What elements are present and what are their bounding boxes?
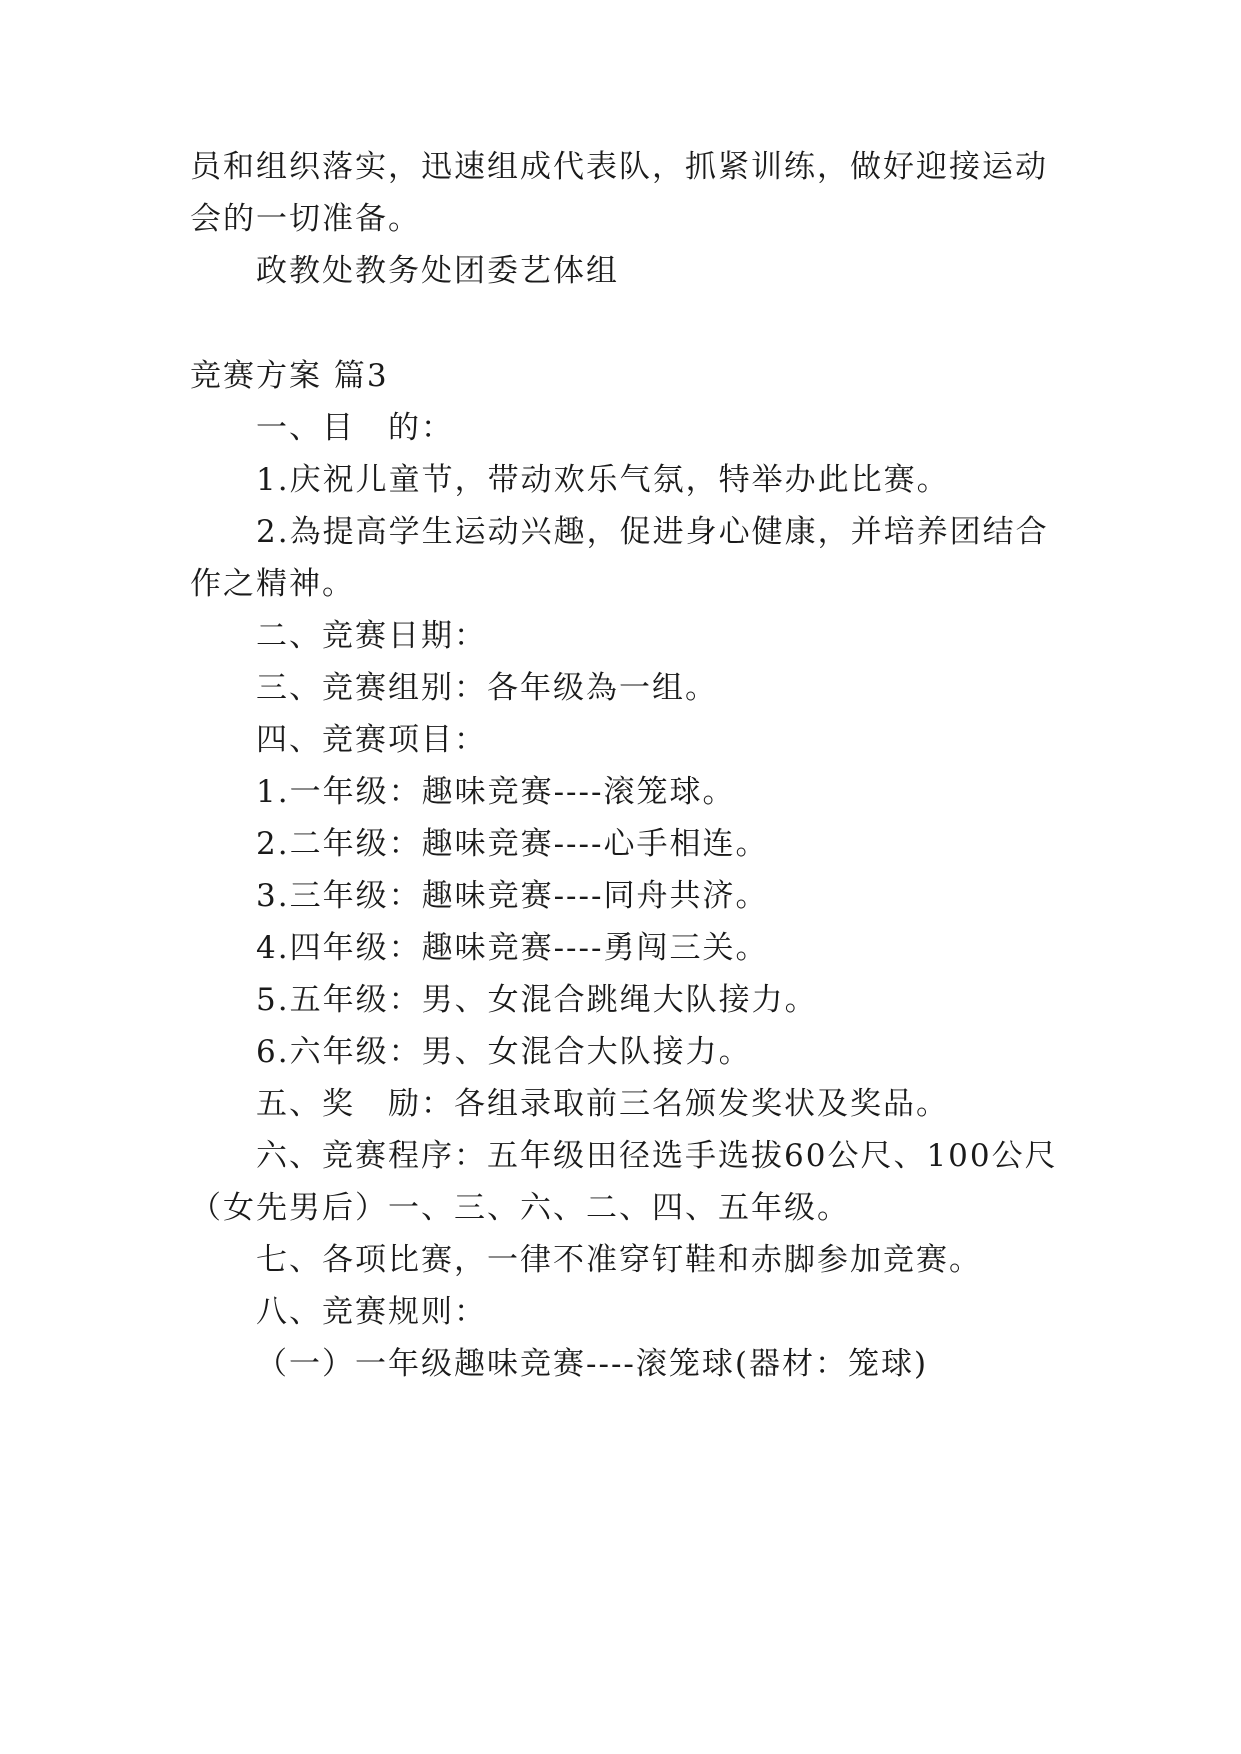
- list-item: 四、竞赛项目：: [256, 722, 487, 758]
- list-item: 八、竞赛规则：: [256, 1294, 487, 1330]
- list-item: （一）一年级趣味竞赛----滚笼球(器材：笼球): [256, 1346, 929, 1382]
- paragraph-line: （女先男后）一、三、六、二、四、五年级。: [190, 1190, 850, 1226]
- list-item: 二、竞赛日期：: [256, 618, 487, 654]
- list-item: 七、各项比赛，一律不准穿钉鞋和赤脚参加竞赛。: [256, 1242, 982, 1278]
- list-item: 三、竞赛组别：各年级為一组。: [256, 670, 718, 706]
- section-heading: 竞赛方案 篇3: [190, 358, 389, 394]
- list-item: 六、竞赛程序：五年级田径选手选拔60公尺、100公尺: [256, 1138, 1058, 1174]
- list-item: 一、目 的：: [256, 410, 454, 446]
- list-item: 1.一年级：趣味竞赛----滚笼球。: [256, 774, 736, 810]
- paragraph-line: 作之精神。: [190, 566, 355, 602]
- signature-line: 政教处教务处团委艺体组: [256, 253, 619, 289]
- list-item: 4.四年级：趣味竞赛----勇闯三关。: [256, 930, 769, 966]
- paragraph-line: 员和组织落实，迅速组成代表队，抓紧训练，做好迎接运动: [190, 149, 1048, 185]
- list-item: 2.二年级：趣味竞赛----心手相连。: [256, 826, 769, 862]
- list-item: 五、奖 励：各组录取前三名颁发奖状及奖品。: [256, 1086, 949, 1122]
- paragraph-line: 会的一切准备。: [190, 201, 421, 237]
- list-item: 2.為提高学生运动兴趣，促进身心健康，并培养团结合: [256, 514, 1049, 550]
- list-item: 3.三年级：趣味竞赛----同舟共济。: [256, 878, 769, 914]
- list-item: 5.五年级：男、女混合跳绳大队接力。: [256, 982, 818, 1018]
- list-item: 1.庆祝儿童节，带动欢乐气氛，特举办此比赛。: [256, 462, 950, 498]
- list-item: 6.六年级：男、女混合大队接力。: [256, 1034, 752, 1070]
